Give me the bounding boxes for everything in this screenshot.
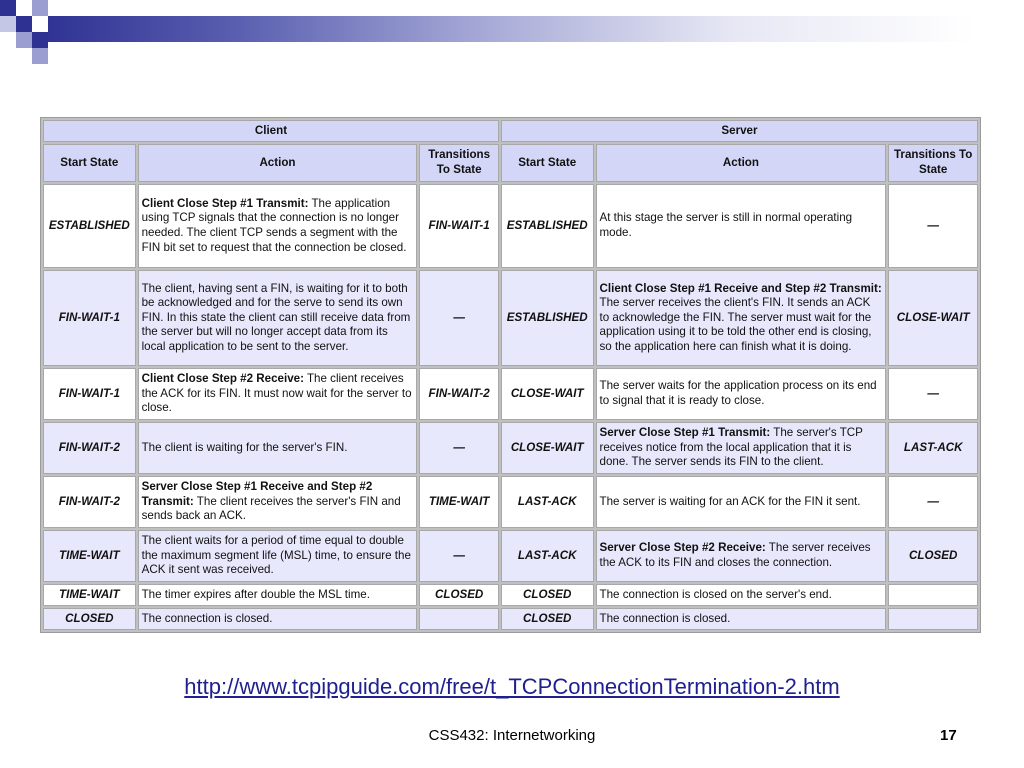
col-header-client-action: Action bbox=[138, 144, 418, 182]
deco-square bbox=[32, 48, 48, 64]
action-description: The server receives the client's FIN. It sends an ACK to acknowledge the FIN. The server must wait for the application using it to be told the other end is closing, so the application here can finish what it is doing. bbox=[599, 296, 872, 353]
client-transition: — bbox=[419, 422, 499, 474]
server-action bbox=[596, 608, 887, 630]
deco-square bbox=[16, 0, 32, 16]
action-step-title: Server Close Step #1 Receive and Step #2 Transmit: bbox=[141, 480, 373, 508]
server-transition: — bbox=[888, 368, 978, 420]
table-row bbox=[43, 530, 978, 582]
server-start-state: CLOSED bbox=[501, 608, 594, 630]
action-step-title: Server Close Step #2 Receive: bbox=[599, 541, 766, 555]
table-row bbox=[43, 608, 978, 630]
server-action bbox=[596, 584, 887, 606]
server-transition: — bbox=[888, 184, 978, 268]
client-start-state: TIME-WAIT bbox=[43, 530, 136, 582]
client-action bbox=[138, 422, 418, 474]
col-header-client-transition: Transitions To State bbox=[419, 144, 499, 182]
server-start-state: CLOSE-WAIT bbox=[501, 422, 594, 474]
action-step-title: Client Close Step #1 Receive and Step #2 Transmit: bbox=[599, 281, 882, 295]
client-start-state: FIN-WAIT-2 bbox=[43, 422, 136, 474]
client-transition bbox=[419, 608, 499, 630]
action-description: The application using TCP signals that the connection is no longer needed. The client TCP sends a segment with the FIN bit set to request that the connection be closed. bbox=[141, 196, 407, 254]
server-start-state: CLOSED bbox=[501, 584, 594, 606]
col-header-client-start-state: Start State bbox=[43, 144, 136, 182]
table-row bbox=[43, 368, 978, 420]
deco-square bbox=[0, 16, 16, 32]
server-action bbox=[596, 476, 887, 528]
client-start-state: FIN-WAIT-2 bbox=[43, 476, 136, 528]
server-start-state: CLOSE-WAIT bbox=[501, 368, 594, 420]
action-description: The connection is closed. bbox=[141, 611, 273, 625]
server-transition: CLOSED bbox=[888, 530, 978, 582]
action-description: The server waits for the application process on its end to signal that it is ready to close. bbox=[599, 379, 877, 407]
client-transition: CLOSED bbox=[419, 584, 499, 606]
action-step-title: Client Close Step #1 Transmit: bbox=[141, 196, 309, 210]
deco-square bbox=[32, 16, 48, 32]
server-group-header: Server bbox=[501, 120, 978, 142]
action-description: The server is waiting for an ACK for the FIN it sent. bbox=[599, 494, 861, 508]
client-start-state: CLOSED bbox=[43, 608, 136, 630]
deco-square bbox=[0, 0, 16, 16]
server-action bbox=[596, 184, 887, 268]
server-transition bbox=[888, 584, 978, 606]
server-transition: CLOSE-WAIT bbox=[888, 270, 978, 366]
server-start-state: LAST-ACK bbox=[501, 530, 594, 582]
deco-square bbox=[32, 32, 48, 48]
client-action bbox=[138, 476, 418, 528]
client-group-header: Client bbox=[43, 120, 499, 142]
table-row bbox=[43, 184, 978, 268]
page-number: 17 bbox=[940, 727, 957, 744]
col-header-server-start-state: Start State bbox=[501, 144, 594, 182]
action-description: The client receives the server's FIN and sends back an ACK. bbox=[141, 494, 401, 523]
client-transition: — bbox=[419, 530, 499, 582]
server-transition: LAST-ACK bbox=[888, 422, 978, 474]
footer-course: CSS432: Internetworking bbox=[428, 727, 596, 744]
client-start-state: FIN-WAIT-1 bbox=[43, 270, 136, 366]
client-start-state: TIME-WAIT bbox=[43, 584, 136, 606]
deco-square bbox=[16, 16, 32, 32]
action-description: The client is waiting for the server's FIN. bbox=[141, 440, 348, 454]
action-description: The connection is closed on the server's end. bbox=[599, 587, 832, 601]
server-start-state: LAST-ACK bbox=[501, 476, 594, 528]
client-start-state: FIN-WAIT-1 bbox=[43, 368, 136, 420]
table-row bbox=[43, 422, 978, 474]
action-description: The timer expires after double the MSL time. bbox=[141, 587, 370, 601]
action-description: The server's TCP receives notice from the local application that it is done. The server sends its FIN to the client. bbox=[599, 426, 863, 469]
client-action bbox=[138, 368, 418, 420]
col-header-server-transition: Transitions To State bbox=[888, 144, 978, 182]
action-description: The connection is closed. bbox=[599, 611, 731, 625]
deco-square bbox=[32, 0, 48, 16]
client-transition: FIN-WAIT-2 bbox=[419, 368, 499, 420]
action-description: The client receives the ACK for its FIN. It must now wait for the server to close. bbox=[141, 372, 412, 415]
server-transition: — bbox=[888, 476, 978, 528]
server-action bbox=[596, 422, 887, 474]
client-transition: — bbox=[419, 270, 499, 366]
action-description: At this stage the server is still in normal operating mode. bbox=[599, 211, 853, 239]
server-start-state: ESTABLISHED bbox=[501, 184, 594, 268]
col-header-server-action: Action bbox=[596, 144, 887, 182]
source-link[interactable]: http://www.tcpipguide.com/free/t_TCPConnectionTermination-2.htm bbox=[184, 674, 840, 699]
action-description: The client waits for a period of time equal to double the maximum segment life (MSL) time, to ensure the ACK it sent was received. bbox=[141, 534, 411, 577]
server-action bbox=[596, 368, 887, 420]
server-start-state: ESTABLISHED bbox=[501, 270, 594, 366]
server-action bbox=[596, 530, 887, 582]
table-row bbox=[43, 476, 978, 528]
client-action bbox=[138, 584, 418, 606]
client-transition: FIN-WAIT-1 bbox=[419, 184, 499, 268]
table-row bbox=[43, 270, 978, 366]
client-start-state: ESTABLISHED bbox=[43, 184, 136, 268]
table-row bbox=[43, 584, 978, 606]
client-action bbox=[138, 270, 418, 366]
action-step-title: Client Close Step #2 Receive: bbox=[141, 372, 304, 386]
deco-square bbox=[16, 32, 32, 48]
client-action bbox=[138, 184, 418, 268]
action-step-title: Server Close Step #1 Transmit: bbox=[599, 426, 771, 440]
action-description: The server receives the ACK to its FIN and closes the connection. bbox=[599, 541, 871, 569]
action-description: The client, having sent a FIN, is waiting for it to both be acknowledged and for the serve to send its own FIN. In this state the client can still receive data from the server but will no longer accept data from its local application to be sent to the server. bbox=[141, 281, 411, 353]
client-transition: TIME-WAIT bbox=[419, 476, 499, 528]
client-action bbox=[138, 608, 418, 630]
client-action bbox=[138, 530, 418, 582]
title-banner-gradient bbox=[40, 16, 1024, 42]
server-transition bbox=[888, 608, 978, 630]
tcp-termination-table bbox=[40, 117, 981, 633]
server-action bbox=[596, 270, 887, 366]
